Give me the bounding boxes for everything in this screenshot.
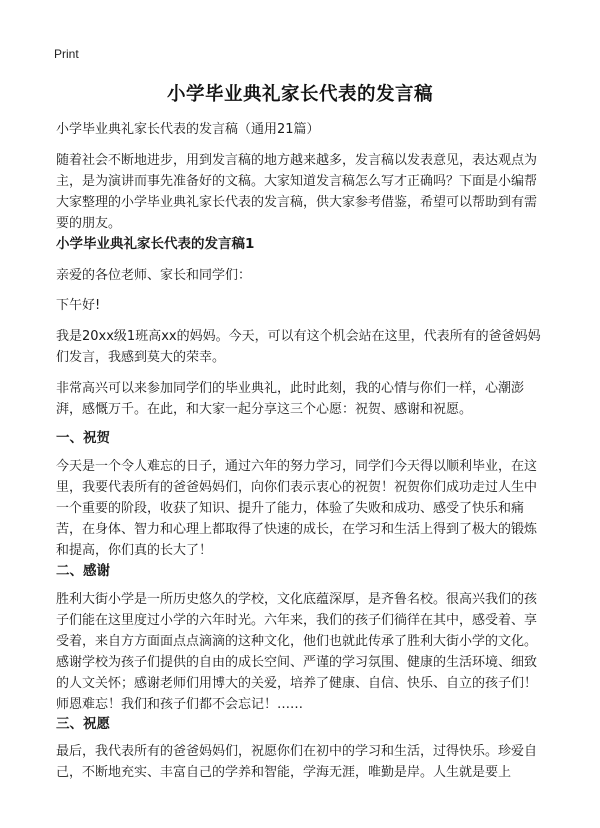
paragraph-5-text: 最后，我代表所有的爸爸妈妈们，祝愿你们在初中的学习和生活，过得快乐。珍爱自己，不断地充实、丰富自己的学养和智能，学海无涯，唯勤是岸。人生就是要上 <box>56 744 538 780</box>
greeting-text: 亲爱的各位老师、家长和同学们： <box>56 268 252 283</box>
heading-congratulations <box>56 428 548 449</box>
greeting <box>56 265 548 286</box>
heading-thanks <box>56 561 548 582</box>
intro-text: 随着社会不断地进步，用到发言稿的地方越来越多，发言稿以发表意见，表达观点为主，是为演讲而事先准备好的文稿。大家知道发言稿怎么写才正确吗？下面是小编帮大家整理的小学毕业典礼家长代表的发言稿，供大家参考借鉴，希望可以帮助到有需要的朋友。 <box>56 153 538 231</box>
section-heading-text: 小学毕业典礼家长代表的发言稿1 <box>56 236 255 252</box>
paragraph-4 <box>56 589 548 715</box>
section-heading <box>56 234 548 255</box>
salutation-text: 下午好! <box>56 298 101 313</box>
paragraph-3-text: 今天是一个令人难忘的日子，通过六年的努力学习，同学们今天得以顺利毕业，在这里，我要代表所有的爸爸妈妈们，向你们表示衷心的祝贺！祝贺你们成功走过人生中一个重要的阶段，收获了知识、提升了能力，体验了失败和成功、感受了快乐和痛苦，在身体、智力和心理上都取得了快速的成长，在学习和生活上得到了极大的锻炼和提高，你们真的长大了！ <box>56 459 538 558</box>
paragraph-5 <box>56 741 548 783</box>
paragraph-2 <box>56 378 548 420</box>
paragraph-3 <box>56 456 548 561</box>
paragraph-1 <box>56 326 548 368</box>
salutation <box>56 295 548 316</box>
page-title: 小学毕业典礼家长代表的发言稿 <box>166 84 433 105</box>
paragraph-2-text: 非常高兴可以来参加同学们的毕业典礼，此时此刻，我的心情与你们一样，心潮澎湃，感慨万千。在此，和大家一起分享这三个心愿：祝贺、感谢和祝愿。 <box>56 381 525 417</box>
heading-thanks-text: 二、感谢 <box>56 563 110 579</box>
print-link[interactable]: Print <box>54 47 79 61</box>
intro-paragraph <box>56 150 548 234</box>
paragraph-4-text: 胜利大街小学是一所历史悠久的学校，文化底蕴深厚，是齐鲁名校。很高兴我们的孩子们能在这里度过小学的六年时光。六年来，我们的孩子们徜徉在其中，感受着、享受着，来自方方面面点点滴滴的这种文化，他们也就此传承了胜利大街小学的文化。感谢学校为孩子们提供的自由的成长空间、严谨的学习氛围、健康的生活环境、细致的人文关怀；感谢老师们用博大的关爱，培养了健康、自信、快乐、自立的孩子们！师恩难忘！我们和孩子们都不会忘记！…… <box>56 592 538 712</box>
subtitle <box>56 119 548 140</box>
heading-congratulations-text: 一、祝贺 <box>56 430 110 446</box>
subtitle-text: 小学毕业典礼家长代表的发言稿（通用21篇） <box>56 122 320 137</box>
paragraph-1-text: 我是20xx级1班高xx的妈妈。今天，可以有这个机会站在这里，代表所有的爸爸妈妈们发言，我感到莫大的荣幸。 <box>56 329 541 365</box>
heading-wishes-text: 三、祝愿 <box>56 716 110 732</box>
heading-wishes <box>56 714 548 735</box>
